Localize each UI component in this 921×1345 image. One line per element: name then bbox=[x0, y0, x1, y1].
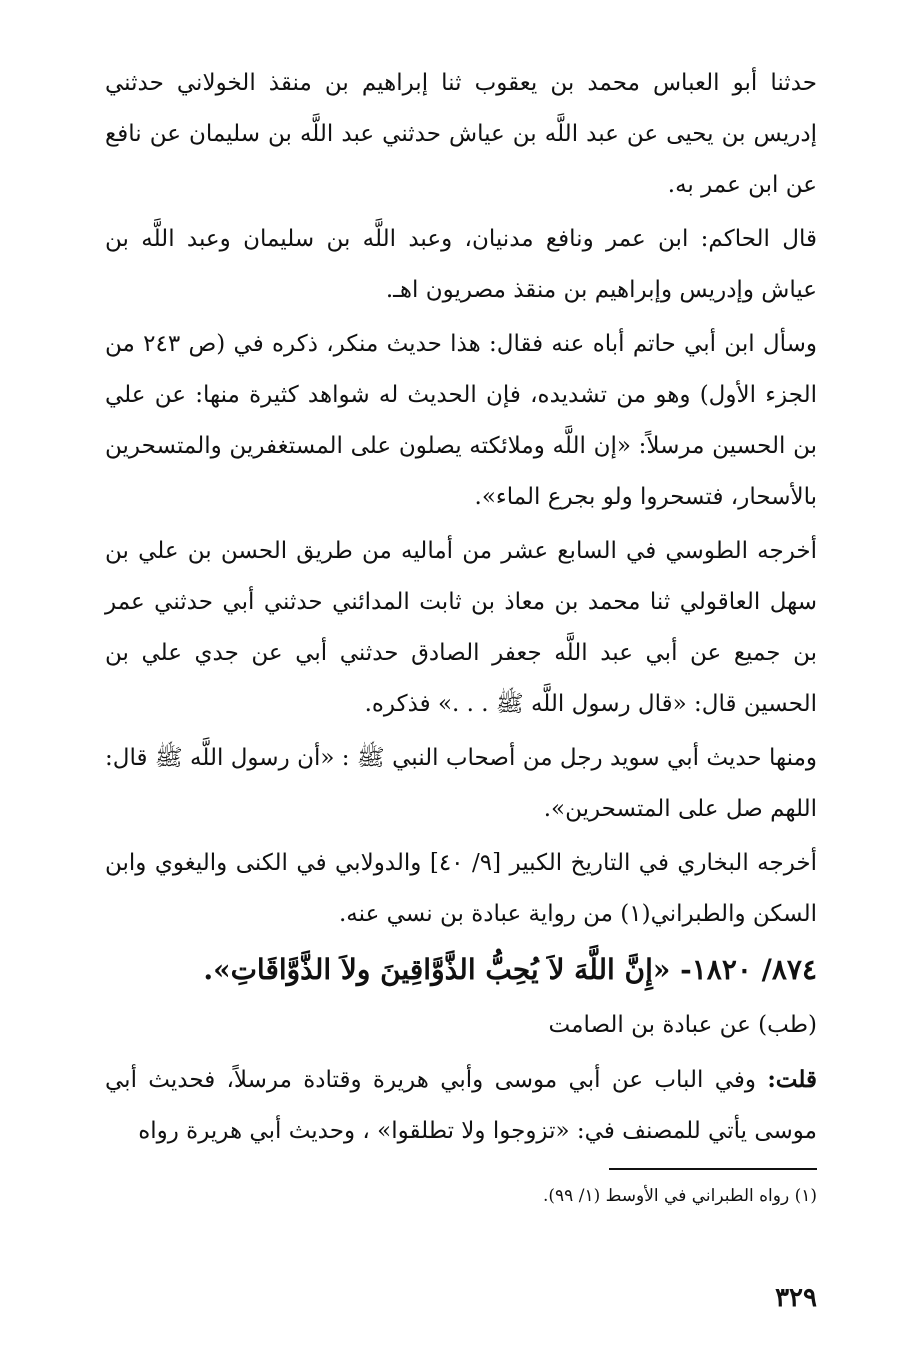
footnote: (١) رواه الطبراني في الأوسط (١/ ٩٩). bbox=[543, 1186, 817, 1206]
paragraph-chain-of-narration: حدثنا أبو العباس محمد بن يعقوب ثنا إبراهيم بن منقذ الخولاني حدثني إدريس بن يحيى عن عبد اللَّه بن عياش حدثني عبد اللَّه بن سليمان عن نافع عن ابن عمر به. bbox=[105, 70, 817, 198]
paragraph-tusi-takhrij: أخرجه الطوسي في السابع عشر من أماليه من طريق الحسن بن علي بن سهل العاقولي ثنا محمد بن معاذ بن ثابت المدائني حدثني أبي حدثني عمر بن جميع عن أبي عبد اللَّه جعفر الصادق حدثني أبي عن جدي علي بن الحسين قال: «قال رسول اللَّه ﷺ . . .» فذكره. bbox=[105, 538, 817, 717]
footnote-divider bbox=[609, 1168, 817, 1170]
paragraph-ibn-abi-hatim: وسأل ابن أبي حاتم أباه عنه فقال: هذا حديث منكر، ذكره في (ص ٢٤٣ من الجزء الأول) وهو من تشديده، فإن الحديث له شواهد كثيرة منها: عن علي بن الحسين مرسلاً: «إن اللَّه وملائكته يصلون على المستغفرين والمتسحرين بالأسحار، فتسحروا ولو بجرع الماء». bbox=[105, 331, 817, 510]
page-number: ٣٢٩ bbox=[775, 1283, 817, 1313]
hadith-source: (طب) عن عبادة بن الصامت bbox=[548, 1012, 817, 1038]
paragraph-hakim-comment: قال الحاكم: ابن عمر ونافع مدنيان، وعبد اللَّه بن سليمان وعبد اللَّه بن عياش وإدريس وإبراهيم بن منقذ مصريون اهـ. bbox=[105, 226, 817, 303]
paragraph-commentary bbox=[105, 1054, 817, 1157]
paragraph-bukhari-takhrij: أخرجه البخاري في التاريخ الكبير [٩/ ٤٠] والدولابي في الكنى واليغوي وابن السكن والطبراني(١) من رواية عبادة بن نسي عنه. bbox=[105, 850, 818, 927]
paragraph-abu-suwayd: ومنها حديث أبي سويد رجل من أصحاب النبي ﷺ : «أن رسول اللَّه ﷺ قال: اللهم صل على المتسحرين». bbox=[105, 745, 817, 822]
commentary-text: وفي الباب عن أبي موسى وأبي هريرة وقتادة مرسلاً، فحديث أبي موسى يأتي للمصنف في: «تزوجوا ولا تطلقوا» ، وحديث أبي هريرة رواه bbox=[105, 1067, 817, 1144]
main-text bbox=[105, 58, 817, 1160]
hadith-heading: ٨٧٤/ ١٨٢٠- «إِنَّ اللَّهَ لاَ يُحِبُّ الذَّوَّاقِينَ ولاَ الذَّوَّاقَاتِ». bbox=[203, 953, 817, 986]
commentary-lead: قلت: bbox=[767, 1066, 817, 1093]
